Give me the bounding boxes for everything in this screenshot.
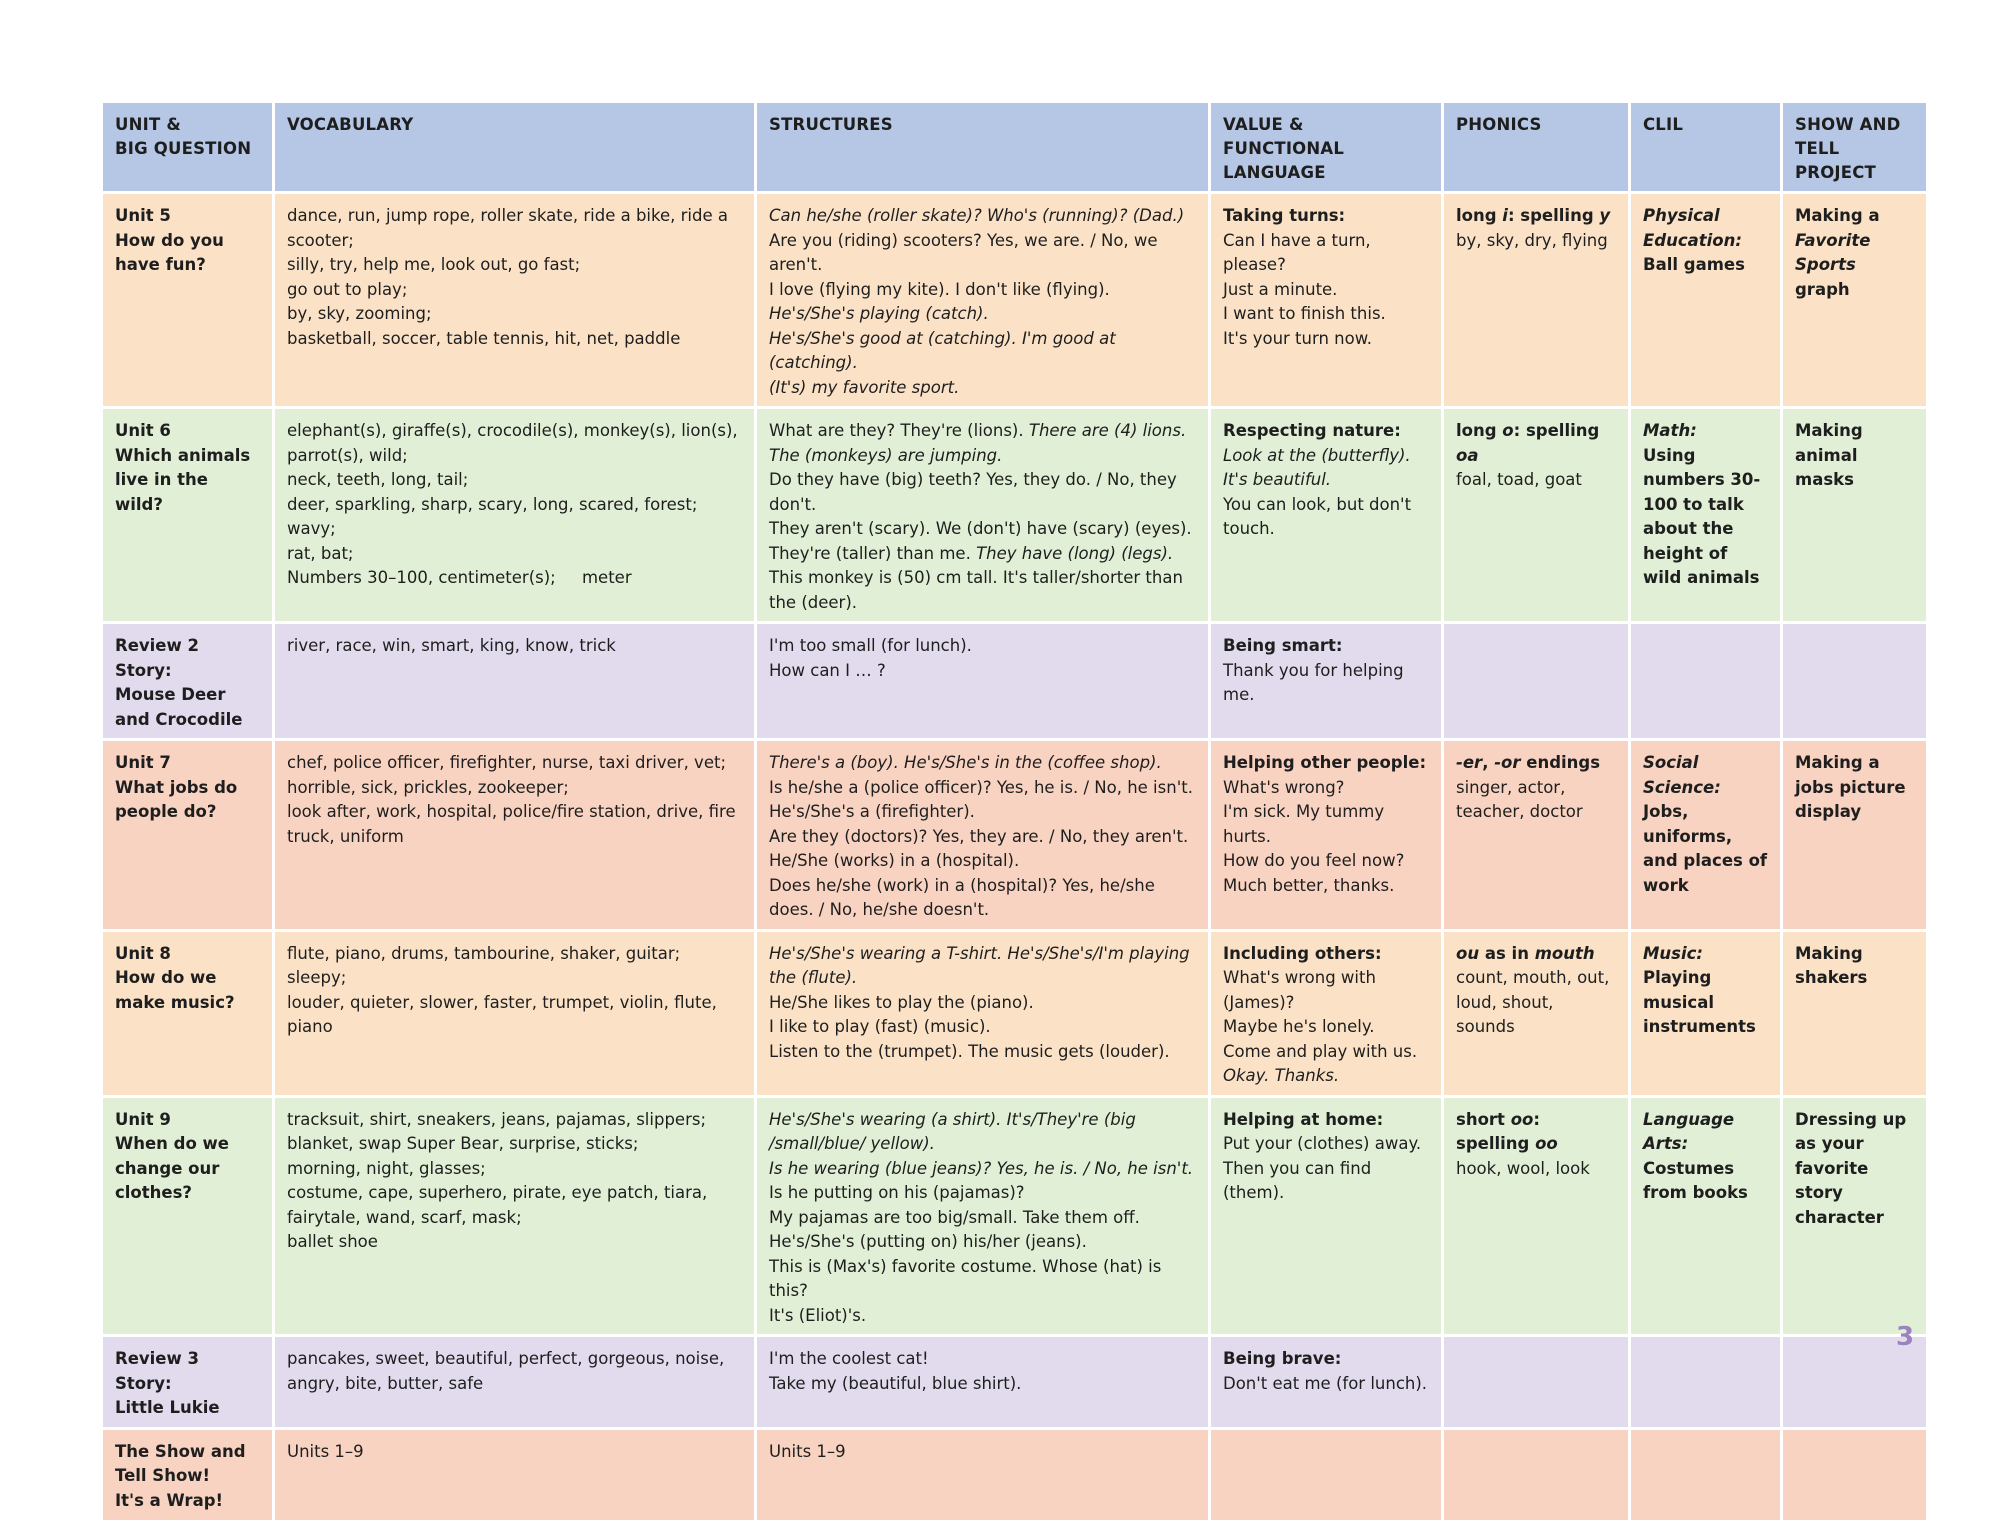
header-project: SHOW AND TELL PROJECT [1782,102,1928,193]
value-cell: Being smart: Thank you for helping me. [1210,623,1443,740]
row-review-3 [102,1336,1928,1429]
structures-cell: Units 1–9 [756,1428,1210,1521]
value-cell: Helping at home: Put your (clothes) away. Then you can find (them). [1210,1096,1443,1336]
project-cell: Making a Favorite Sports graph [1782,193,1928,408]
value-cell: Respecting nature: Look at the (butterfly). It's beautiful. You can look, but don't touch. [1210,408,1443,623]
vocabulary-cell: chef, police officer, firefighter, nurse, taxi driver, vet; horrible, sick, prickles, zookeeper; look after, work, hospital, police/fire station, drive, fire truck, uniform [274,740,756,931]
header-clil: CLIL [1630,102,1782,193]
scope-and-sequence-table [100,100,1929,1523]
unit-cell: Unit 6 Which animals live in the wild? [102,408,274,623]
vocabulary-cell: Units 1–9 [274,1428,756,1521]
header-unit: UNIT & BIG QUESTION [102,102,274,193]
project-cell [1782,623,1928,740]
value-cell [1210,1428,1443,1521]
vocabulary-cell: pancakes, sweet, beautiful, perfect, gorgeous, noise, angry, bite, butter, safe [274,1336,756,1429]
unit-cell: Review 2 Story: Mouse Deer and Crocodile [102,623,274,740]
phonics-cell [1443,623,1630,740]
unit-cell: Unit 7 What jobs do people do? [102,740,274,931]
header-row [102,102,1928,193]
unit-cell: Unit 5 How do you have fun? [102,193,274,408]
row-unit-6 [102,408,1928,623]
structures-cell: Can he/she (roller skate)? Who's (running)? (Dad.) Are you (riding) scooters? Yes, we are. / No, we aren't. I love (flying my kite). I don't like (flying). He's/She's playing (catch). He's/She's good at (catching). I'm good at (catching). (It's) my favorite sport. [756,193,1210,408]
vocabulary-cell: flute, piano, drums, tambourine, shaker, guitar; sleepy; louder, quieter, slower, faster, trumpet, violin, flute, piano [274,930,756,1096]
row-review-2 [102,623,1928,740]
value-cell: Being brave: Don't eat me (for lunch). [1210,1336,1443,1429]
row-unit-5 [102,193,1928,408]
structures-cell: There's a (boy). He's/She's in the (coffee shop). Is he/she a (police officer)? Yes, he is. / No, he isn't. He's/She's a (firefighter). Are they (doctors)? Yes, they are. / No, they aren't. He/She (works) in a (hospital). Does he/she (work) in a (hospital)? Yes, he/she does. / No, he/she doesn't. [756,740,1210,931]
structures-cell: I'm too small (for lunch). How can I … ? [756,623,1210,740]
unit-cell: Unit 9 When do we change our clothes? [102,1096,274,1336]
vocabulary-cell: dance, run, jump rope, roller skate, ride a bike, ride a scooter; silly, try, help me, look out, go fast; go out to play; by, sky, zooming; basketball, soccer, table tennis, hit, net, paddle [274,193,756,408]
value-cell: Including others: What's wrong with (James)? Maybe he's lonely. Come and play with us. Okay. Thanks. [1210,930,1443,1096]
row-show-and-tell [102,1428,1928,1521]
clil-cell: Physical Education: Ball games [1630,193,1782,408]
clil-cell: Music: Playing musical instruments [1630,930,1782,1096]
unit-cell: Unit 8 How do we make music? [102,930,274,1096]
structures-cell: What are they? They're (lions). There are (4) lions. The (monkeys) are jumping. Do they have (big) teeth? Yes, they do. / No, they don't. They aren't (scary). We (don't) have (scary) (eyes). They're (taller) than me. They have (long) (legs). This monkey is (50) cm tall. It's taller/shorter than the (deer). [756,408,1210,623]
vocabulary-cell: elephant(s), giraffe(s), crocodile(s), monkey(s), lion(s), parrot(s), wild; neck, teeth, long, tail; deer, sparkling, sharp, scary, long, scared, forest; wavy; rat, bat; Numbers 30–100, centimeter(s); meter [274,408,756,623]
phonics-cell: short oo: spelling oo hook, wool, look [1443,1096,1630,1336]
header-value: VALUE & FUNCTIONAL LANGUAGE [1210,102,1443,193]
structures-cell: He's/She's wearing a T-shirt. He's/She's/I'm playing the (flute). He/She likes to play the (piano). I like to play (fast) (music). Listen to the (trumpet). The music gets (louder). [756,930,1210,1096]
vocabulary-cell: river, race, win, smart, king, know, trick [274,623,756,740]
project-cell: Dressing up as your favorite story character [1782,1096,1928,1336]
project-cell: Making a jobs picture display [1782,740,1928,931]
phonics-cell [1443,1428,1630,1521]
value-cell: Taking turns: Can I have a turn, please? Just a minute. I want to finish this. It's your turn now. [1210,193,1443,408]
clil-cell [1630,623,1782,740]
project-cell: Making animal masks [1782,408,1928,623]
phonics-cell: long o: spelling oa foal, toad, goat [1443,408,1630,623]
structures-cell: He's/She's wearing (a shirt). It's/They're (big /small/blue/ yellow). Is he wearing (blue jeans)? Yes, he is. / No, he isn't. Is he putting on his (pajamas)? My pajamas are too big/small. Take them off. He's/She's (putting on) his/her (jeans). This is (Max's) favorite costume. Whose (hat) is this? It's (Eliot)'s. [756,1096,1210,1336]
row-unit-8 [102,930,1928,1096]
phonics-cell: -er, -or endings singer, actor, teacher, doctor [1443,740,1630,931]
clil-cell: Math: Using numbers 30-100 to talk about the height of wild animals [1630,408,1782,623]
project-cell: Making shakers [1782,930,1928,1096]
structures-cell: I'm the coolest cat! Take my (beautiful, blue shirt). [756,1336,1210,1429]
project-cell [1782,1428,1928,1521]
clil-cell [1630,1428,1782,1521]
row-unit-7 [102,740,1928,931]
page-number: 3 [1896,1322,1915,1352]
header-vocabulary: VOCABULARY [274,102,756,193]
vocabulary-cell: tracksuit, shirt, sneakers, jeans, pajamas, slippers; blanket, swap Super Bear, surprise, sticks; morning, night, glasses; costume, cape, superhero, pirate, eye patch, tiara, fairytale, wand, scarf, mask; ballet shoe [274,1096,756,1336]
row-unit-9 [102,1096,1928,1336]
clil-cell [1630,1336,1782,1429]
phonics-cell: ou as in mouth count, mouth, out, loud, shout, sounds [1443,930,1630,1096]
unit-cell: Review 3 Story: Little Lukie [102,1336,274,1429]
phonics-cell: long i: spelling y by, sky, dry, flying [1443,193,1630,408]
phonics-cell [1443,1336,1630,1429]
clil-cell: Language Arts: Costumes from books [1630,1096,1782,1336]
header-phonics: PHONICS [1443,102,1630,193]
unit-cell: The Show and Tell Show! It's a Wrap! [102,1428,274,1521]
header-structures: STRUCTURES [756,102,1210,193]
value-cell: Helping other people: What's wrong? I'm sick. My tummy hurts. How do you feel now? Much better, thanks. [1210,740,1443,931]
clil-cell: Social Science: Jobs, uniforms, and places of work [1630,740,1782,931]
